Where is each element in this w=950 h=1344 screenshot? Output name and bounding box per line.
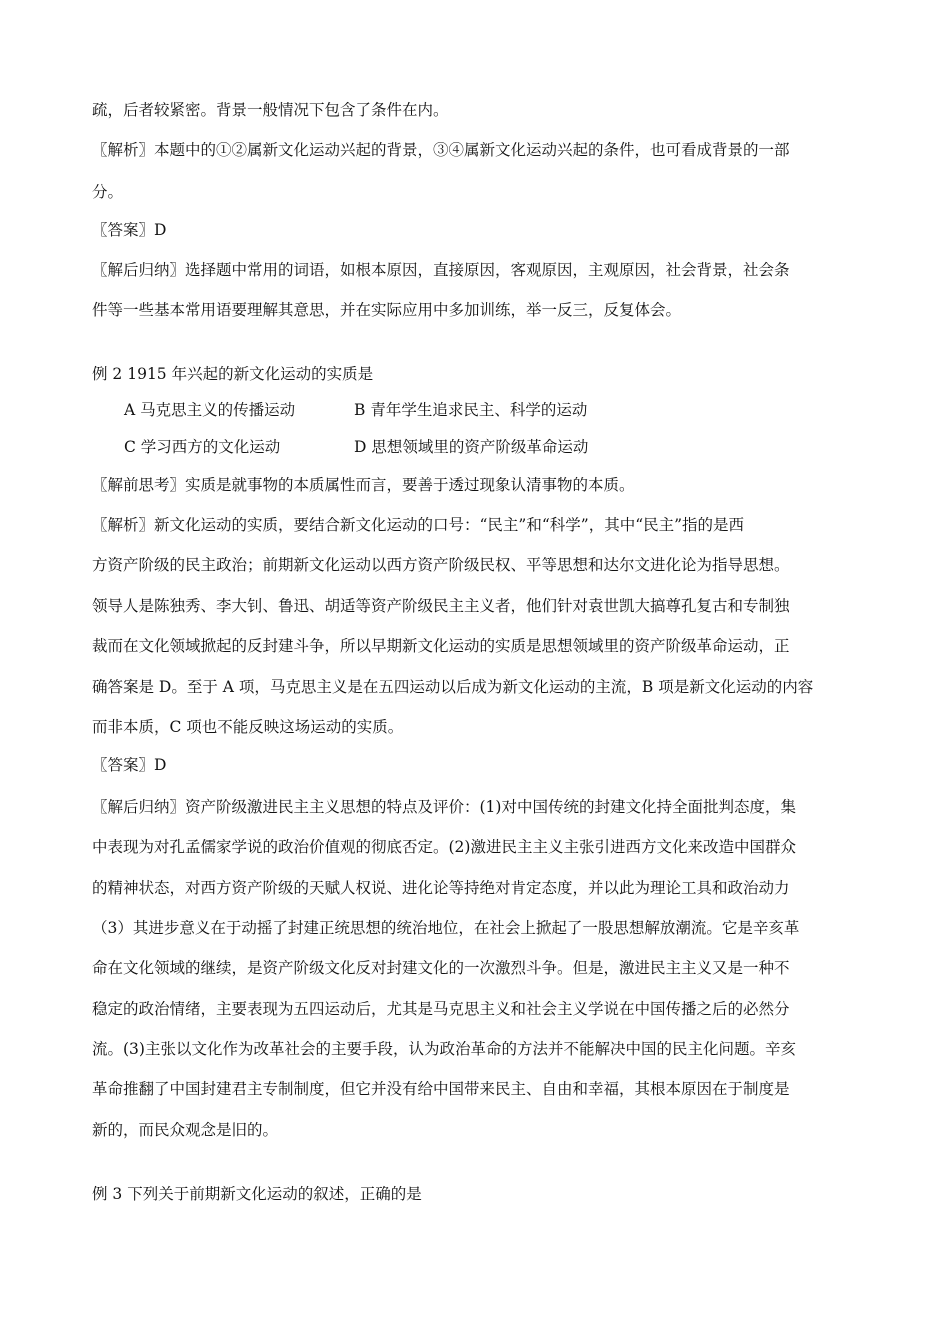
answer-line: 〖答案〗D — [92, 756, 167, 774]
option-c: C 学习西方的文化运动 — [124, 438, 281, 456]
analysis-line: 领导人是陈独秀、李大钊、鲁迅、胡适等资产阶级民主主义者，他们针对袁世凯大搞尊孔复古和专制独 — [92, 597, 790, 615]
summary-line: 的精神状态，对西方资产阶级的天赋人权说、进化论等持绝对肯定态度，并以此为理论工具和政治动力 — [92, 879, 790, 897]
example-3-question: 例 3 下列关于前期新文化运动的叙述，正确的是 — [92, 1185, 422, 1203]
answer-line: 〖答案〗D — [92, 221, 167, 239]
option-a: A 马克思主义的传播运动 — [124, 401, 296, 419]
pre-think-line: 〖解前思考〗实质是就事物的本质属性而言，要善于透过现象认清事物的本质。 — [92, 476, 635, 494]
option-b: B 青年学生追求民主、科学的运动 — [354, 401, 588, 419]
analysis-line: 〖解析〗新文化运动的实质，要结合新文化运动的口号：“民主”和“科学”，其中“民主”指的是西 — [92, 516, 745, 534]
summary-line: 流。(3)主张以文化作为改革社会的主要手段，认为政治革命的方法并不能解决中国的民主化问题。辛亥 — [92, 1040, 796, 1058]
analysis-line: 方资产阶级的民主政治；前期新文化运动以西方资产阶级民权、平等思想和达尔文进化论为指导思想。 — [92, 556, 790, 574]
text-line: 疏，后者较紧密。背景一般情况下包含了条件在内。 — [92, 101, 449, 119]
analysis-line: 确答案是 D。至于 A 项，马克思主义是在五四运动以后成为新文化运动的主流，B 项是新文化运动的内容 — [92, 678, 814, 696]
example-2-question: 例 2 1915 年兴起的新文化运动的实质是 — [92, 365, 374, 383]
summary-line: （3）其进步意义在于动摇了封建正统思想的统治地位，在社会上掀起了一股思想解放潮流。它是辛亥革 — [92, 919, 800, 937]
analysis-line: 〖解析〗本题中的①②属新文化运动兴起的背景，③④属新文化运动兴起的条件，也可看成背景的一部 — [92, 141, 790, 159]
analysis-line: 裁而在文化领域掀起的反封建斗争，所以早期新文化运动的实质是思想领域里的资产阶级革命运动，正 — [92, 637, 790, 655]
option-d: D 思想领域里的资产阶级革命运动 — [354, 438, 589, 456]
summary-line: 〖解后归纳〗资产阶级激进民主主义思想的特点及评价：(1)对中国传统的封建文化持全面批判态度，集 — [92, 798, 796, 816]
summary-line: 件等一些基本常用语要理解其意思，并在实际应用中多加训练，举一反三，反复体会。 — [92, 301, 682, 319]
summary-line: 革命推翻了中国封建君主专制制度，但它并没有给中国带来民主、自由和幸福，其根本原因在于制度是 — [92, 1080, 790, 1098]
analysis-line: 而非本质，C 项也不能反映这场运动的实质。 — [92, 718, 404, 736]
analysis-line: 分。 — [92, 183, 124, 201]
summary-line: 新的，而民众观念是旧的。 — [92, 1121, 279, 1139]
summary-line: 中表现为对孔孟儒家学说的政治价值观的彻底否定。(2)激进民主主义主张引进西方文化来改造中国群众 — [92, 838, 796, 856]
summary-line: 〖解后归纳〗选择题中常用的词语，如根本原因，直接原因，客观原因，主观原因，社会背景，社会条 — [92, 261, 790, 279]
summary-line: 命在文化领域的继续，是资产阶级文化反对封建文化的一次激烈斗争。但是，激进民主主义又是一种不 — [92, 959, 790, 977]
summary-line: 稳定的政治情绪，主要表现为五四运动后，尤其是马克思主义和社会主义学说在中国传播之后的必然分 — [92, 1000, 790, 1018]
